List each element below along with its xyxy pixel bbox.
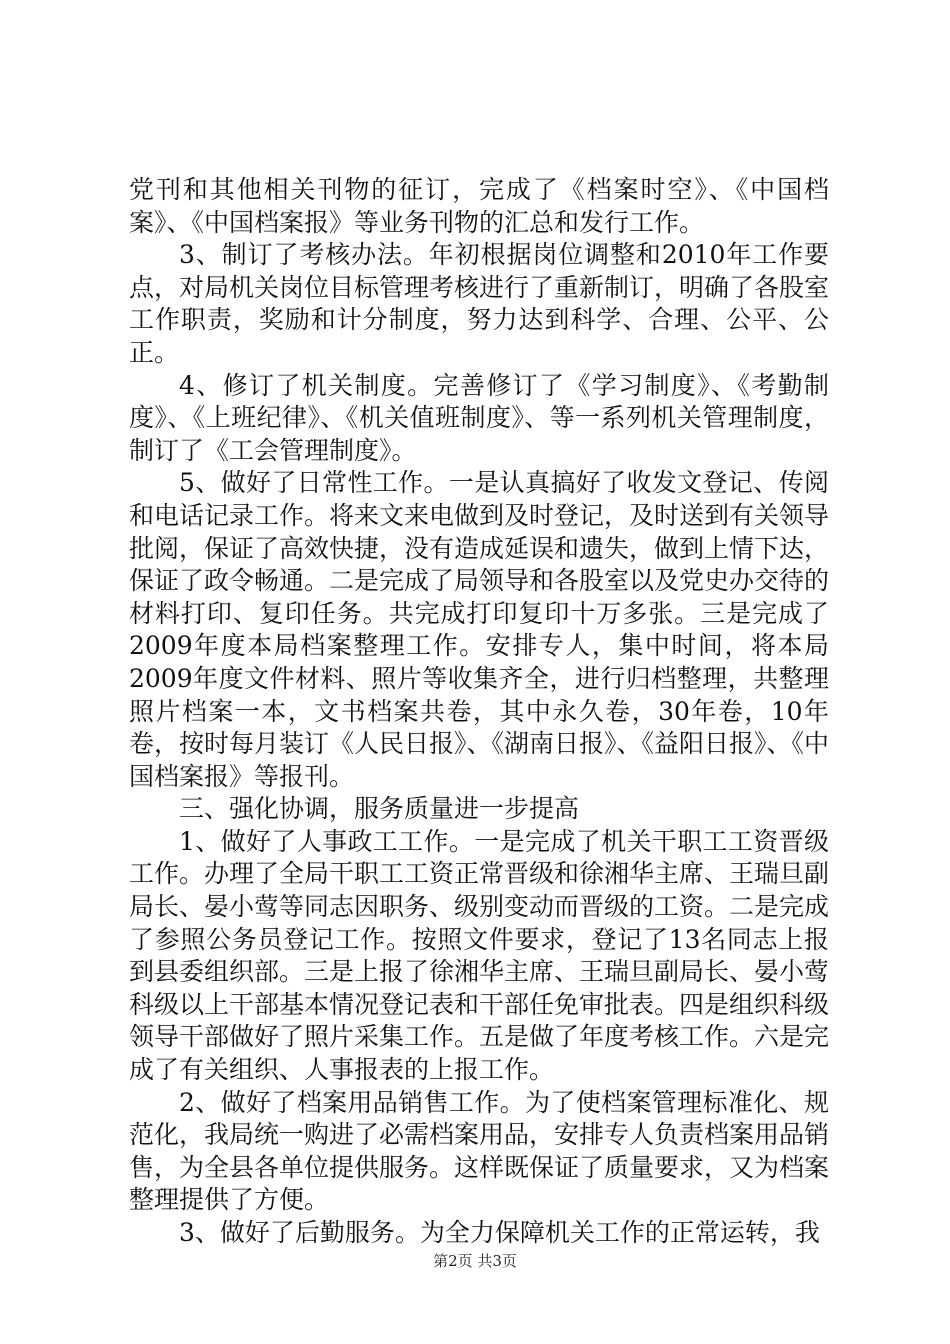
paragraph-revised-rules: 4、修订了机关制度。完善修订了《学习制度》、《考勤制度》、《上班纪律》、《机关值班制度》、等一系列机关管理制度，制订了《工会管理制度》。 [129,370,829,465]
document-body [129,174,829,1250]
paragraph-assessment-method: 3、制订了考核办法。年初根据岗位调整和2010年工作要点，对局机关岗位目标管理考核进行了重新制订，明确了各股室工作职责，奖励和计分制度，努力达到科学、合理、公平、公正。 [129,240,830,367]
paragraph-archive-supplies: 2、做好了档案用品销售工作。为了使档案管理标准化、规范化，我局统一购进了必需档案用品，安排专人负责档案用品销售，为全县各单位提供服务。这样既保证了质量要求，又为档案整理提供了方便。 [129,1087,830,1215]
paragraph-daily-work: 5、做好了日常性工作。一是认真搞好了收发文登记、传阅和电话记录工作。将来文来电做到及时登记，及时送到有关领导批阅，保证了高效快捷，没有造成延误和遗失，做到上情下达，保证了政令畅通。二是完成了局领导和各股室以及党史办交待的材料打印、复印任务。共完成打印复印十万多张。三是完成了2009年度本局档案整理工作。安排专人，集中时间，将本局2009年度文件材料、照片等收集齐全，进行归档整理，共整理照片档案一本，文书档案共卷，其中永久卷，30年卷，10年卷，按时每月装订《人民日报》、《湖南日报》、《益阳日报》、《中国档案报》等报刊。 [129,468,830,791]
page-number-footer: 第2页 共3页 [433,1252,517,1270]
paragraph-personnel-work: 1、做好了人事政工工作。一是完成了机关干职工工资晋级工作。办理了全局干职工工资正常晋级和徐湘华主席、王瑞旦副局长、晏小莺等同志因职务、级别变动而晋级的工资。二是完成了参照公务员登记工作。按照文件要求，登记了13名同志上报到县委组织部。三是上报了徐湘华主席、王瑞旦副局长、晏小莺科级以上干部基本情况登记表和干部任免审批表。四是组织科级领导干部做好了照片采集工作。五是做了年度考核工作。六是完成了有关组织、人事报表的上报工作。 [129,826,830,1085]
paragraph-continuation: 党刊和其他相关刊物的征订，完成了《档案时空》、《中国档案》、《中国档案报》等业务刊物的汇总和发行工作。 [129,175,829,237]
section-heading: 三、强化协调，服务质量进一步提高 [179,794,580,824]
paragraph-logistics: 3、做好了后勤服务。为全力保障机关工作的正常运转，我 [179,1218,820,1247]
